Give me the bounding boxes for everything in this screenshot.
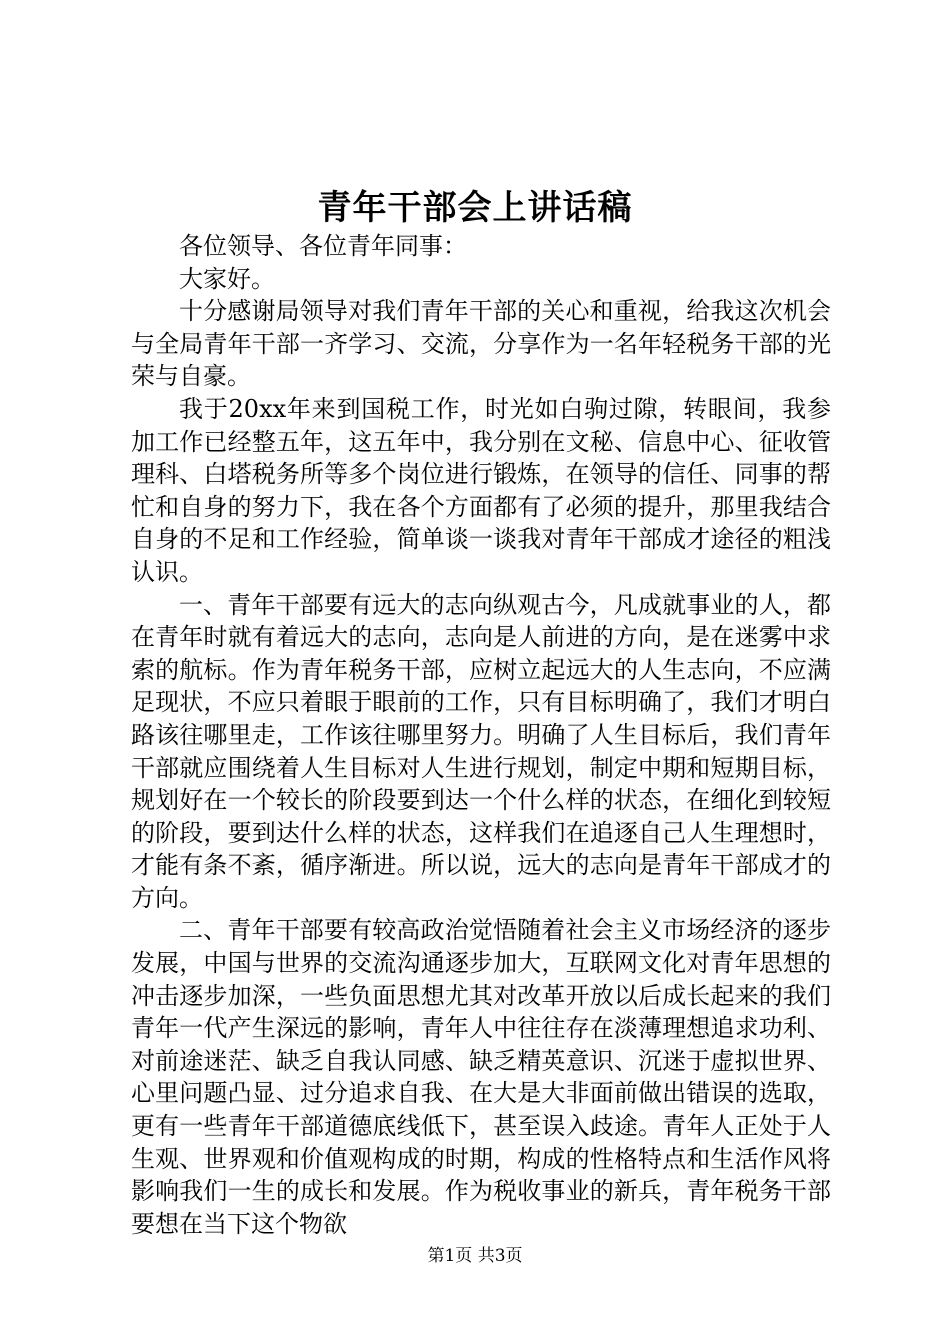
thanks-paragraph: 十分感谢局领导对我们青年干部的关心和重视，给我这次机会与全局青年干部一齐学习、交流，分享作为一名年轻税务干部的光荣与自豪。 [131, 297, 831, 391]
page-number-footer: 第1页 共3页 [427, 1246, 523, 1266]
background-paragraph: 我于20xx年来到国税工作，时光如白驹过隙，转眼间，我参加工作已经整五年，这五年中，我分别在文秘、信息中心、征收管理科、白塔税务所等多个岗位进行锻炼，在领导的信任、同事的帮忙和自身的努力下，我在各个方面都有了必须的提升，那里我结合自身的不足和工作经验，简单谈一谈我对青年干部成才途径的粗浅认识。 [131, 394, 831, 586]
document-body [131, 230, 831, 1240]
document-title: 青年干部会上讲话稿 [317, 188, 633, 228]
salutation-paragraph: 各位领导、各位青年同事： [179, 232, 467, 260]
greeting-paragraph: 大家好。 [179, 264, 275, 293]
section-one-paragraph: 一、青年干部要有远大的志向纵观古今，凡成就事业的人，都在青年时就有着远大的志向，志向是人前进的方向，是在迷雾中求索的航标。作为青年税务干部，应树立起远大的人生志向，不应满足现状，不应只着眼于眼前的工作，只有目标明确了，我们才明白路该往哪里走，工作该往哪里努力。明确了人生目标后，我们青年干部就应围绕着人生目标对人生进行规划，制定中期和短期目标，规划好在一个较长的阶段要到达一个什么样的状态，在细化到较短的阶段，要到达什么样的状态，这样我们在追逐自己人生理想时，才能有条不紊，循序渐进。所以说，远大的志向是青年干部成才的方向。 [131, 590, 831, 912]
section-two-paragraph: 二、青年干部要有较高政治觉悟随着社会主义市场经济的逐步发展，中国与世界的交流沟通逐步加大，互联网文化对青年思想的冲击逐步加深，一些负面思想尤其对改革开放以后成长起来的我们青年一代产生深远的影响，青年人中往往存在淡薄理想追求功利、对前途迷茫、缺乏自我认同感、缺乏精英意识、沉迷于虚拟世界、心里问题凸显、过分追求自我、在大是大非面前做出错误的选取，更有一些青年干部道德底线低下，甚至误入歧途。青年人正处于人生观、世界观和价值观构成的时期，构成的性格特点和生活作风将影响我们一生的成长和发展。作为税收事业的新兵，青年税务干部要想在当下这个物欲 [131, 916, 831, 1238]
